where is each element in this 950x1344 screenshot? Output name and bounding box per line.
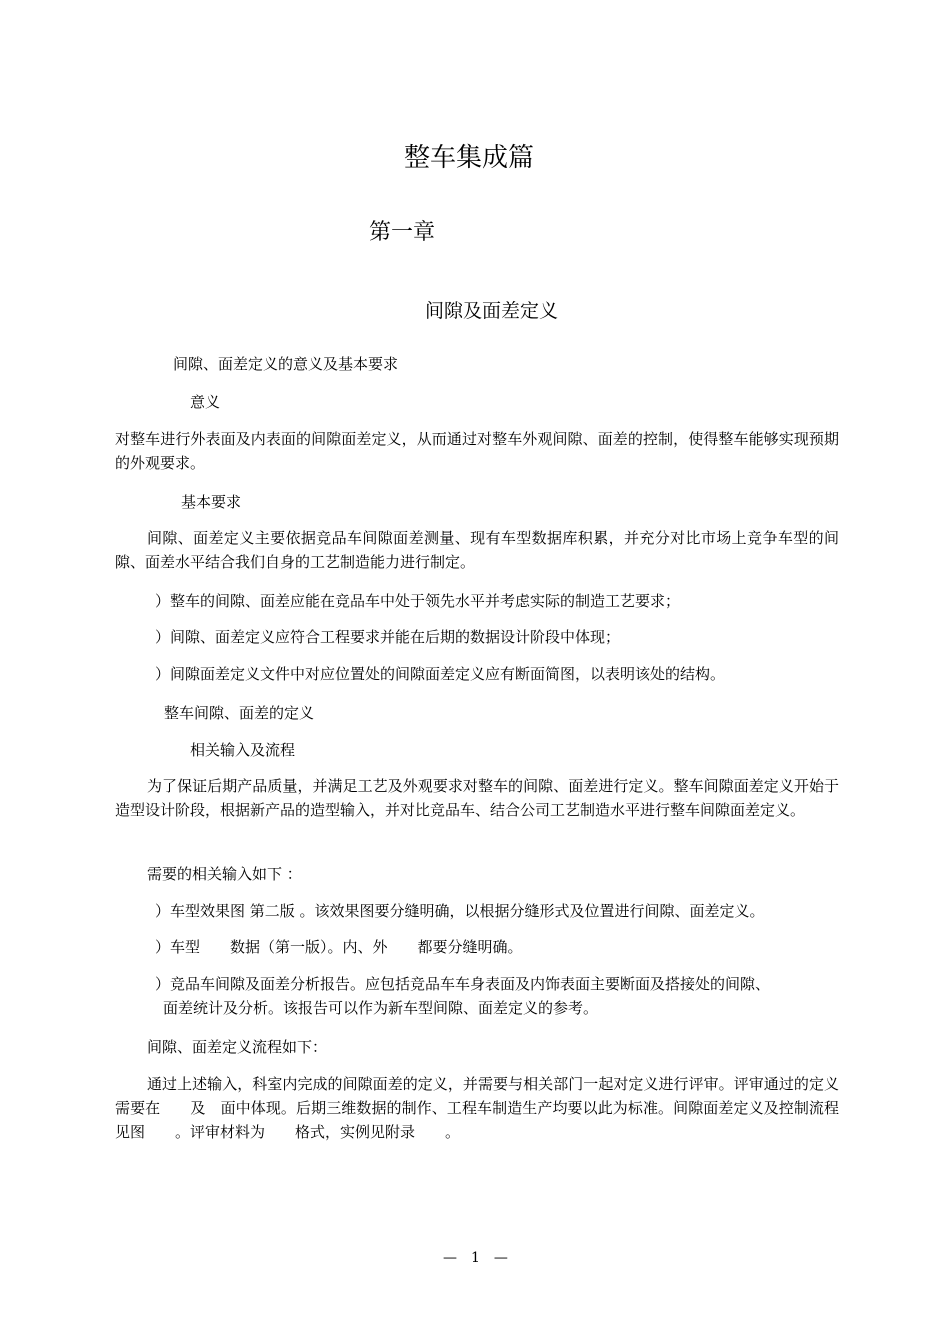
paragraph-basic-requirements: 间隙、面差定义主要依据竞品车间隙面差测量、现有车型数据库积累，并充分对比市场上竞争车型的间隙、面差水平结合我们自身的工艺制造能力进行制定。 <box>115 529 839 571</box>
paragraph-meaning: 对整车进行外表面及内表面的间隙面差定义，从而通过对整车外观间隙、面差的控制，使得整车能够实现预期的外观要求。 <box>115 430 839 472</box>
subsection-heading-meaning-requirements: 间隙、面差定义的意义及基本要求 <box>173 355 399 373</box>
input-item-line-2: 面差统计及分析。该报告可以作为新车型间隙、面差定义的参考。 <box>163 999 599 1017</box>
paragraph-inputs-intro: 为了保证后期产品质量，并满足工艺及外观要求对整车的间隙、面差进行定义。整车间隙面差定义开始于造型设计阶段，根据新产品的造型输入，并对比竞品车、结合公司工艺制造水平进行整车间隙面差定义。 <box>115 777 839 819</box>
input-item-line-1: ）竞品车间隙及面差分析报告。应包括竞品车车身表面及内饰表面主要断面及搭接处的间隙、 <box>155 975 771 993</box>
inputs-label: 需要的相关输入如下 ： <box>147 865 302 883</box>
input-item: ）车型 数据（第一版）。内、外 都要分缝明确。 <box>155 938 523 956</box>
chapter-title: 第一章 <box>369 220 436 245</box>
heading-meaning: 意义 <box>190 393 221 411</box>
heading-basic-requirements: 基本要求 <box>181 493 242 511</box>
requirement-item: ）间隙面差定义文件中对应位置处的间隙面差定义应有断面简图，以表明该处的结构。 <box>155 665 726 683</box>
section-title: 间隙及面差定义 <box>425 300 559 322</box>
subsection-heading-vehicle-gap: 整车间隙、面差的定义 <box>164 704 315 722</box>
flow-label: 间隙、面差定义流程如下： <box>147 1038 328 1056</box>
book-title: 整车集成篇 <box>404 143 535 173</box>
requirement-item: ）整车的间隙、面差应能在竞品车中处于领先水平并考虑实际的制造工艺要求； <box>155 592 681 610</box>
heading-inputs-and-process: 相关输入及流程 <box>190 741 296 759</box>
page-number: — 1 — <box>443 1250 508 1266</box>
input-item: ）车型效果图 第二版 。该效果图要分缝明确，以根据分缝形式及位置进行间隙、面差定义。 <box>155 902 765 920</box>
requirement-item: ）间隙、面差定义应符合工程要求并能在后期的数据设计阶段中体现； <box>155 628 621 646</box>
paragraph-flow: 通过上述输入，科室内完成的间隙面差的定义，并需要与相关部门一起对定义进行评审。评审通过的定义需要在 及 面中体现。后期三维数据的制作、工程车制造生产均要以此为标准。间隙面差定义及控制流程见图 。评审材料为 格式，实例见附录 。 <box>115 1075 839 1141</box>
